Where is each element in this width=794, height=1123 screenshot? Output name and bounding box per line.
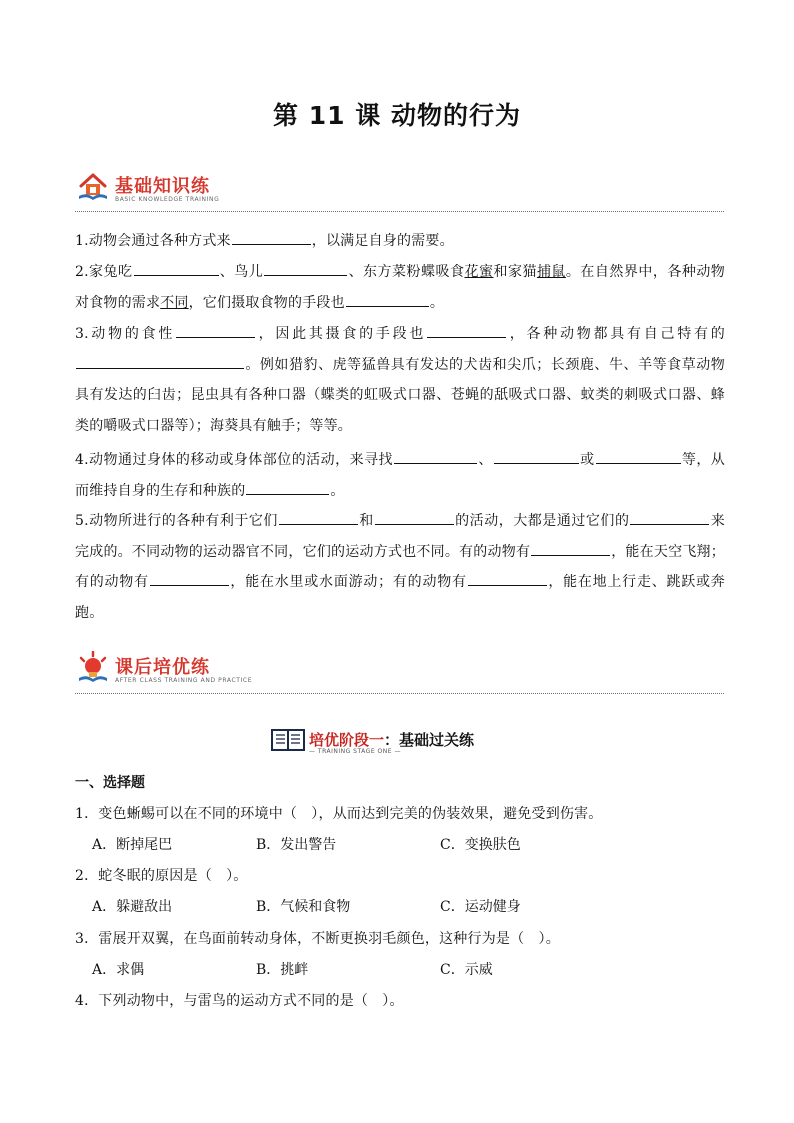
- fill-question-4: 4.动物通过身体的移动或身体部位的活动，来寻找 、 或 等，从而维持自身的生存和种族的 。: [75, 452, 726, 499]
- option-b[interactable]: B．发出警告: [256, 837, 337, 853]
- fill-question-1: 1.动物会通过各种方式来 ，以满足自身的需要。: [75, 233, 454, 249]
- answer-blank[interactable]: [427, 324, 506, 338]
- answer-blank[interactable]: [246, 481, 329, 495]
- answer-blank[interactable]: [630, 511, 709, 525]
- question-2: 2．蛇冬眠的原因是（ ）。: [75, 868, 248, 884]
- house-book-icon: [77, 170, 109, 202]
- answer-blank[interactable]: [264, 262, 347, 276]
- answer-blank[interactable]: [468, 572, 547, 586]
- option-a[interactable]: A．断掉尾巴: [92, 837, 173, 853]
- option-b[interactable]: B．气候和食物: [256, 899, 351, 915]
- answer-blank[interactable]: [394, 450, 477, 464]
- fill-question-2: 2.家兔吃 、鸟儿 、东方菜粉蝶吸食花蜜和家猫捕鼠。在自然界中，各种动物对食物的需求不同，它们摄取食物的手段也 。: [75, 264, 726, 311]
- page-title: 第 11 课 动物的行为: [273, 101, 521, 130]
- option-c[interactable]: C．变换肤色: [440, 837, 521, 853]
- section-subtitle: AFTER CLASS TRAINING AND PRACTICE: [115, 677, 253, 684]
- answer-blank[interactable]: [232, 231, 311, 245]
- divider: [75, 693, 724, 694]
- stage-subtitle: — TRAINING STAGE ONE —: [309, 748, 401, 755]
- lightbulb-icon: [77, 651, 109, 683]
- option-c[interactable]: C．示威: [440, 962, 493, 978]
- answer-blank[interactable]: [176, 324, 255, 338]
- answer-blank[interactable]: [76, 355, 244, 369]
- section-subtitle: BASIC KNOWLEDGE TRAINING: [115, 196, 220, 203]
- answer-blank[interactable]: [134, 262, 219, 276]
- answer-blank[interactable]: [531, 542, 610, 556]
- part-title: 一、选择题: [75, 775, 145, 791]
- stage-title: 培优阶段一：基础过关练: [309, 731, 475, 749]
- answer-blank[interactable]: [150, 572, 229, 586]
- question-1: 1．变色蜥蜴可以在不同的环境中（ ），从而达到完美的伪装效果，避免受到伤害。: [75, 806, 603, 822]
- section-title: 课后培优练: [115, 657, 210, 678]
- option-a[interactable]: A．求偶: [92, 962, 145, 978]
- option-c[interactable]: C．运动健身: [440, 899, 521, 915]
- fill-question-3: 3.动物的食性 ，因此其摄食的手段也 ，各种动物都具有自己特有的。例如猎豹、虎等猛兽具有发达的犬齿和尖爪；长颈鹿、牛、羊等食草动物具有发达的臼齿；昆虫具有各种口器（蝶类的虹吸式口器、苍蝇的舐吸式口器、蚊类的刺吸式口器、蜂类的嚼吸式口器等）；海葵具有触手；等等。: [75, 326, 726, 435]
- question-3: 3．雷展开双翼，在鸟面前转动身体，不断更换羽毛颜色，这种行为是（ ）。: [75, 931, 560, 947]
- fill-question-5: 5.动物所进行的各种有利于它们 和 的活动，大都是通过它们的 来完成的。不同动物的运动器官不同，它们的运动方式也不同。有的动物有 ，能在天空飞翔；有的动物有 ，能在水里或水面游动；有的动物有 ，能在地上行走、跳跃或奔跑。: [75, 513, 726, 622]
- divider: [75, 211, 724, 212]
- stage-banner: [271, 727, 531, 757]
- answer-blank[interactable]: [279, 511, 358, 525]
- section-title: 基础知识练: [115, 176, 210, 197]
- question-4: 4．下列动物中，与雷鸟的运动方式不同的是（ ）。: [75, 993, 404, 1009]
- answer-blank[interactable]: [494, 450, 579, 464]
- option-b[interactable]: B．挑衅: [256, 962, 309, 978]
- option-a[interactable]: A．躲避敌出: [92, 899, 173, 915]
- answer-blank[interactable]: [375, 511, 454, 525]
- answer-blank[interactable]: [346, 293, 429, 307]
- answer-blank[interactable]: [596, 450, 681, 464]
- open-book-icon: [271, 727, 305, 753]
